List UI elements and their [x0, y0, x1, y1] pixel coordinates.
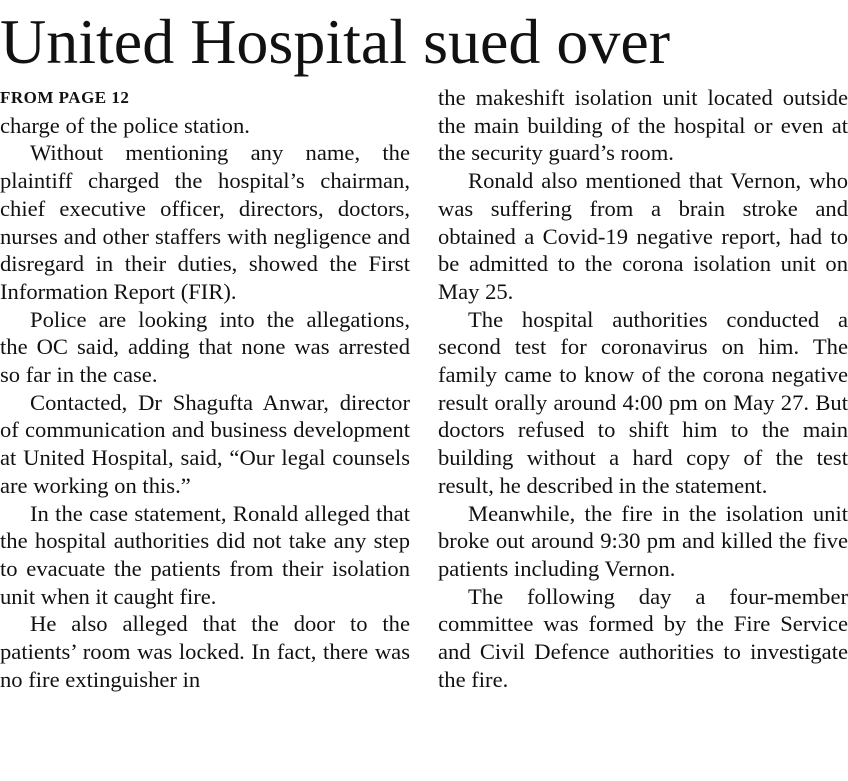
jump-line: FROM PAGE 12 [0, 88, 130, 107]
paragraph: In the case statement, Ronald alleged that the hospital authorities did not take any step to evacuate the patients from their isolation unit when it caught fire. [0, 500, 410, 609]
paragraph: The hospital authorities conducted a second test for coronavirus on him. The family came to know of the corona negative result orally around 4:00 pm on May 27. But doctors refused to shift him to the main building without a hard copy of the test result, he described in the statement. [438, 306, 848, 498]
paragraph: The following day a four-member committee was formed by the Fire Service and Civil Defence authorities to investigate the fire. [438, 583, 848, 692]
paragraph: Meanwhile, the fire in the isolation unit broke out around 9:30 pm and killed the five patients including Vernon. [438, 500, 848, 581]
paragraph: He also alleged that the door to the patients’ room was locked. In fact, there was no fire extinguisher in [0, 611, 410, 692]
paragraph: the makeshift isolation unit located outside the main building of the hospital or even at the security guard’s room. [438, 85, 848, 166]
right-column [438, 84, 848, 693]
paragraph: Without mentioning any name, the plaintiff charged the hospital’s chairman, chief executive officer, directors, doctors, nurses and other staffers with negligence and disregard in their duties, showed the First Information Report (FIR). [0, 140, 410, 304]
paragraph: charge of the police station. [0, 112, 250, 138]
paragraph: Police are looking into the allegations, the OC said, adding that none was arrested so far in the case. [0, 306, 410, 388]
paragraph: Contacted, Dr Shagufta Anwar, director of communication and business development at United Hospital, said, “Our legal counsels are working on this.” [0, 389, 410, 498]
paragraph: Ronald also mentioned that Vernon, who was suffering from a brain stroke and obtained a Covid-19 negative report, had to be admitted to the corona isolation unit on May 25. [438, 168, 848, 304]
left-column [0, 84, 410, 693]
headline: United Hospital sued over [0, 6, 671, 77]
